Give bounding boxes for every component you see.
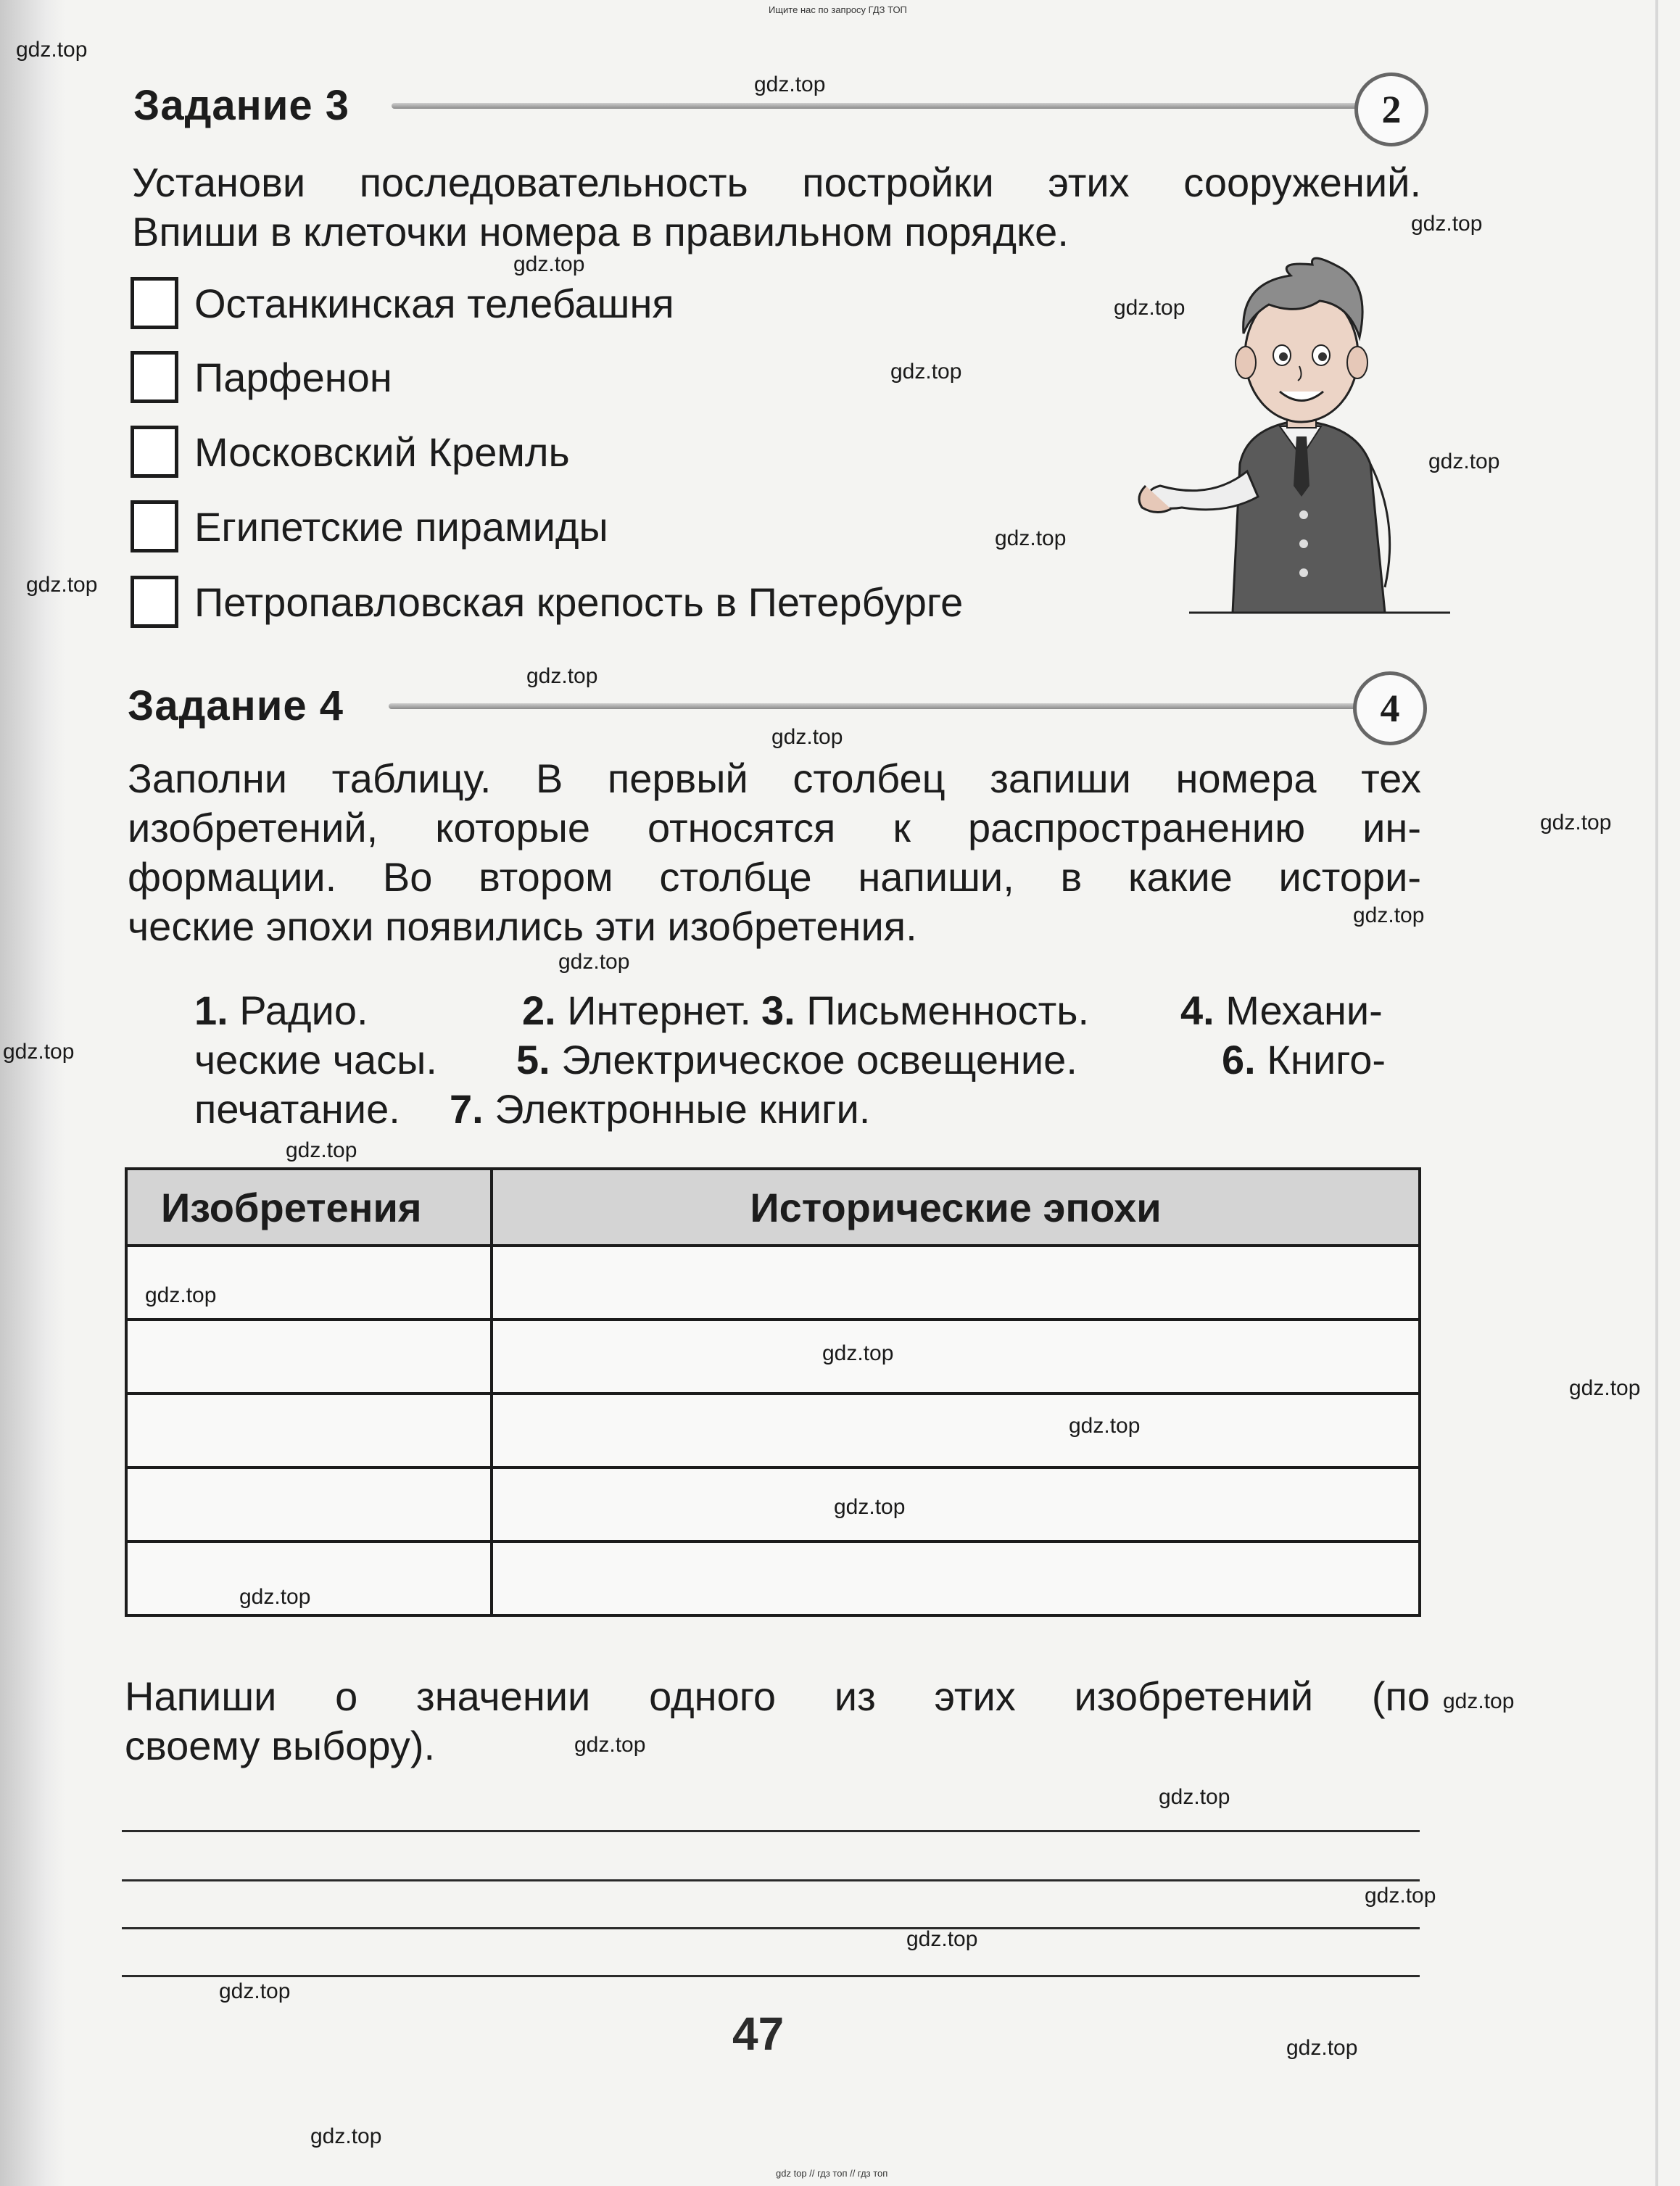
answer-line[interactable]	[122, 1927, 1420, 1929]
top-note: Ищите нас по запросу ГДЗ ТОП	[769, 4, 907, 15]
column-header-inventions: Изобретения	[126, 1169, 492, 1246]
watermark: gdz.top	[1540, 811, 1612, 835]
task3-points-badge: 2	[1354, 73, 1428, 146]
invention-item: 2. Интернет.	[522, 988, 751, 1033]
watermark: gdz.top	[26, 573, 98, 597]
watermark: gdz.top	[1286, 2036, 1358, 2060]
task3-title: Задание 3	[133, 82, 349, 129]
answer-line[interactable]	[122, 1975, 1420, 1977]
watermark: gdz.top	[286, 1138, 357, 1162]
watermark: gdz.top	[1428, 450, 1500, 473]
column-header-epochs: Исторические эпохи	[492, 1169, 1420, 1246]
watermark: gdz.top	[574, 1733, 646, 1757]
page-binding-shadow	[0, 0, 65, 2186]
watermark: gdz.top	[526, 664, 598, 688]
followup-line: своему выбору).	[125, 1723, 436, 1768]
epoch-cell[interactable]	[492, 1246, 1420, 1320]
task4-points-badge: 4	[1353, 671, 1427, 745]
watermark: gdz.top	[513, 252, 585, 276]
option-label: Останкинская телебашня	[194, 280, 674, 326]
option-row	[131, 349, 392, 405]
order-checkbox[interactable]	[131, 426, 178, 478]
table-row	[126, 1246, 1420, 1320]
watermark: gdz.top	[834, 1495, 906, 1519]
task4-instruction-line: формации. Во втором столбце напиши, в какие истори-	[128, 854, 1421, 900]
invention-cell[interactable]	[126, 1320, 492, 1394]
watermark: gdz.top	[822, 1341, 894, 1365]
watermark: gdz.top	[906, 1927, 978, 1951]
option-label: Московский Кремль	[194, 428, 570, 475]
option-row	[131, 574, 963, 629]
task3-instruction-line: Впиши в клеточки номера в правильном порядке.	[132, 209, 1069, 254]
order-checkbox[interactable]	[131, 500, 178, 552]
watermark: gdz.top	[754, 73, 826, 96]
answer-line[interactable]	[122, 1830, 1420, 1832]
option-row	[131, 276, 674, 331]
epoch-cell[interactable]	[492, 1467, 1420, 1541]
epoch-cell[interactable]	[492, 1320, 1420, 1394]
bottom-note: gdz top // гдз топ // гдз топ	[776, 2168, 888, 2179]
invention-cell[interactable]	[126, 1246, 492, 1320]
task4-instruction-line: изобретений, которые относятся к распространению ин-	[128, 805, 1421, 850]
task4-instruction	[128, 803, 1421, 853]
watermark: gdz.top	[310, 2124, 382, 2148]
answer-line[interactable]	[122, 1879, 1420, 1881]
task4-instruction	[128, 754, 1421, 803]
option-row	[131, 499, 608, 554]
watermark: gdz.top	[1569, 1376, 1641, 1400]
task4-title: Задание 4	[128, 682, 344, 729]
task4-instruction-line: Заполни таблицу. В первый столбец запиши номера тех	[128, 755, 1421, 801]
invention-cell[interactable]	[126, 1394, 492, 1467]
order-checkbox[interactable]	[131, 351, 178, 403]
epoch-cell[interactable]	[492, 1541, 1420, 1615]
order-checkbox[interactable]	[131, 576, 178, 628]
watermark: gdz.top	[558, 950, 630, 974]
watermark: gdz.top	[1353, 903, 1425, 927]
invention-item: 1. Радио.	[194, 988, 368, 1033]
watermark: gdz.top	[1114, 296, 1185, 320]
option-label: Парфенон	[194, 354, 392, 400]
invention-item: 7. Электронные книги.	[450, 1086, 871, 1132]
option-label: Египетские пирамиды	[194, 503, 608, 550]
order-checkbox[interactable]	[131, 277, 178, 329]
watermark: gdz.top	[1365, 1884, 1436, 1908]
watermark: gdz.top	[995, 526, 1067, 550]
followup-line: Напиши о значении одного из этих изобретений (по	[125, 1673, 1430, 1719]
table-row	[126, 1467, 1420, 1541]
watermark: gdz.top	[219, 1979, 291, 2003]
watermark: gdz.top	[1069, 1414, 1141, 1438]
table-row	[126, 1394, 1420, 1467]
inventions-table	[125, 1167, 1421, 1617]
followup-instruction	[125, 1672, 1430, 1721]
task3-title-rule	[392, 103, 1381, 109]
option-label: Петропавловская крепость в Петербурге	[194, 579, 964, 625]
watermark: gdz.top	[1159, 1785, 1230, 1809]
table-row	[126, 1320, 1420, 1394]
task3-instruction-line: Установи последовательность постройки этих сооружений.	[132, 160, 1421, 205]
option-row	[131, 424, 570, 479]
task4-instruction-line: ческие эпохи появились эти изобретения.	[128, 903, 917, 949]
watermark: gdz.top	[145, 1283, 217, 1307]
invention-item: 4. Механи-	[1180, 988, 1383, 1033]
epoch-cell[interactable]	[492, 1394, 1420, 1467]
invention-item: 3. Письменность.	[761, 988, 1089, 1033]
invention-cell[interactable]	[126, 1467, 492, 1541]
watermark: gdz.top	[890, 360, 962, 384]
watermark: gdz.top	[1411, 212, 1483, 236]
task3-instruction	[132, 158, 1421, 207]
task4-title-rule	[389, 703, 1359, 709]
invention-item: 5. Электрическое освещение.	[516, 1037, 1077, 1082]
table-row	[126, 1541, 1420, 1615]
page-number: 47	[732, 2008, 785, 2060]
watermark: gdz.top	[771, 725, 843, 749]
watermark: gdz.top	[1443, 1689, 1515, 1713]
task4-instruction	[128, 853, 1421, 902]
watermark: gdz.top	[16, 38, 88, 62]
watermark: gdz.top	[239, 1585, 311, 1609]
page-edge	[1655, 0, 1658, 2186]
invention-item: 6. Книго-	[1222, 1037, 1386, 1082]
invention-item: печатание.	[194, 1086, 400, 1132]
watermark: gdz.top	[3, 1040, 75, 1064]
invention-item: ческие часы.	[194, 1037, 437, 1082]
